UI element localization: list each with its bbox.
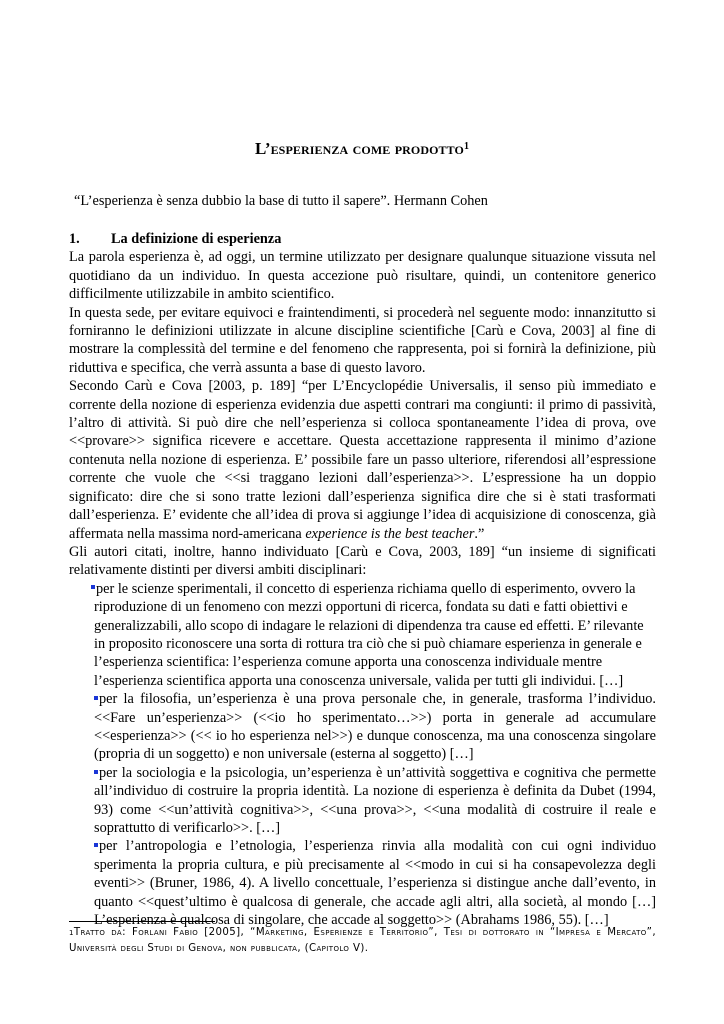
list-item	[94, 764, 656, 838]
bullet-marker-icon	[94, 696, 98, 700]
footnote-reference: 1	[463, 141, 470, 152]
section-heading	[69, 230, 656, 248]
quote-paragraph	[69, 377, 656, 543]
bullet-marker-icon	[91, 585, 95, 589]
paragraph: In questa sede, per evitare equivoci e fraintendimenti, si procederà nel seguente modo: innanzitutto si forniranno le definizioni utilizzate in alcune discipline scientifiche [Carù e Cova, 2003] al fine di mostrare la complessità del termine e del fenomeno che rappresenta, poi si fornirà la definizione, più riduttiva e specifica, che verrà assunta a base di questo lavoro.	[69, 304, 656, 376]
bullet-list	[69, 580, 656, 930]
bullet-marker-icon	[94, 843, 98, 847]
section-number: 1.	[69, 231, 80, 247]
footnote-divider	[69, 921, 215, 922]
epigraph: “L’esperienza è senza dubbio la base di tutto il sapere”. Hermann Cohen	[74, 193, 488, 209]
document-body	[69, 230, 656, 929]
paragraph: La parola esperienza è, ad oggi, un termine utilizzato per designare qualunque situazione vissuta nel quotidiano da un individuo. In questa accezione può risultare, quindi, un contenitore generico difficilmente utilizzabile in ambito scientifico.	[69, 249, 656, 303]
list-item	[94, 837, 656, 929]
list-item-text: per le scienze sperimentali, il concetto di esperienza richiama quello di esperimento, ovvero la riproduzione di un fenomeno con mezzi opportuni di ricerca, fondata su dati e fatti obiettivi e generalizzabili, allo scopo di indagare le relazioni di dipendenza tra cause ed effetti. E’ rilevante in proposito riconoscere una sorta di rottura tra ciò che si può chiamare esperienza in generale e l’esperienza scientifica: l’esperienza comune apporta una conoscenza individuale mentre l’esperienza scientifica apporta una conoscenza universale, valida per tutti gli individui. […]	[94, 580, 644, 689]
paragraph-text: Secondo Carù e Cova [2003, p. 189] “per L’Encyclopédie Universalis, il senso più immediato e corrente della nozione di esperienza evidenzia due aspetti contrari ma congiunti: il primo di passività, l’altro di attività. Si può dire che nell’esperienza si colloca spontaneamente l’idea di prova, ove <<provare>> significa ricevere e accettare. Questa accettazione rappresenta il minimo d’azione contenuta nella nozione di esperienza. E’ possibile fare un passo ulteriore, riferendosi all’espressione corrente che vuole che <<si traggano lezioni dall’esperienza>>. L’espressione ha un doppio significato: dire che si sono tratte lezioni dall’esperienza significa dire che si è stati trasformati dall’esperienza. E’ evidente che all’idea di prova si aggiunge l’idea di acquisizione di conoscenza, già affermata nella massima nord-americana	[69, 378, 656, 542]
list-item	[94, 690, 656, 764]
title-rest: esperienza come prodotto	[270, 139, 464, 158]
footnote	[69, 925, 656, 957]
list-item-text: per la sociologia e la psicologia, un’esperienza è un’attività soggettiva e cognitiva che permette all’individuo di costruire la propria identità. La nozione di esperienza è definita da Dubet (1994, 93) come <<un’attività cognitiva>>, <<una prova>>, <<una modalità di costruire il reale e soprattutto di verificarlo>>. […]	[94, 764, 656, 836]
title-first: L’	[254, 139, 271, 158]
bullet-marker-icon	[94, 770, 98, 774]
section-title: La definizione di esperienza	[111, 231, 282, 247]
list-item-text: per la filosofia, un’esperienza è una prova personale che, in generale, trasforma l’individuo. <<Fare un’esperienza>> (<<io ho sperimentato…>>) porta in generale ad accumulare <<esperienza>> (<< io ho esperienza nel>>) e dunque conoscenza, ma una conoscenza singolare (propria di un soggetto) e non universale (esterna al soggetto) […]	[94, 691, 656, 763]
paragraph-end: .”	[474, 525, 485, 542]
footnote-mark: 1	[69, 929, 74, 937]
list-item	[94, 580, 656, 690]
italic-phrase: experience is the best teacher	[305, 525, 475, 542]
footnote-text: Tratto da: Forlani Fabio [2005], “Marketing, Esperienze e Territorio”, Tesi di dottorato in “Impresa e Mercato”, Università degli Studi di Genova, non pubblicata, (Capitolo V).	[69, 927, 656, 954]
list-intro: Gli autori citati, inoltre, hanno individuato [Carù e Cova, 2003, 189] “un insieme di significati relativamente distinti per diversi ambiti disciplinari:	[69, 543, 656, 579]
list-item-text: per l’antropologia e l’etnologia, l’esperienza rinvia alla modalità con cui ogni individuo sperimenta la propria cultura, e più precisamente al <<modo in cui si ha consapevolezza degli eventi>> (Bruner, 1986, 4). A livello concettuale, l’esperienza si distingue anche dall’evento, in quanto <<quest’ultimo è qualcosa di generale, che accade agli altri, alla società, al mondo […] L’esperienza è qualcosa di singolare, che accade al soggetto>> (Abrahams 1986, 55). […]	[94, 838, 656, 929]
page-title	[0, 140, 724, 158]
